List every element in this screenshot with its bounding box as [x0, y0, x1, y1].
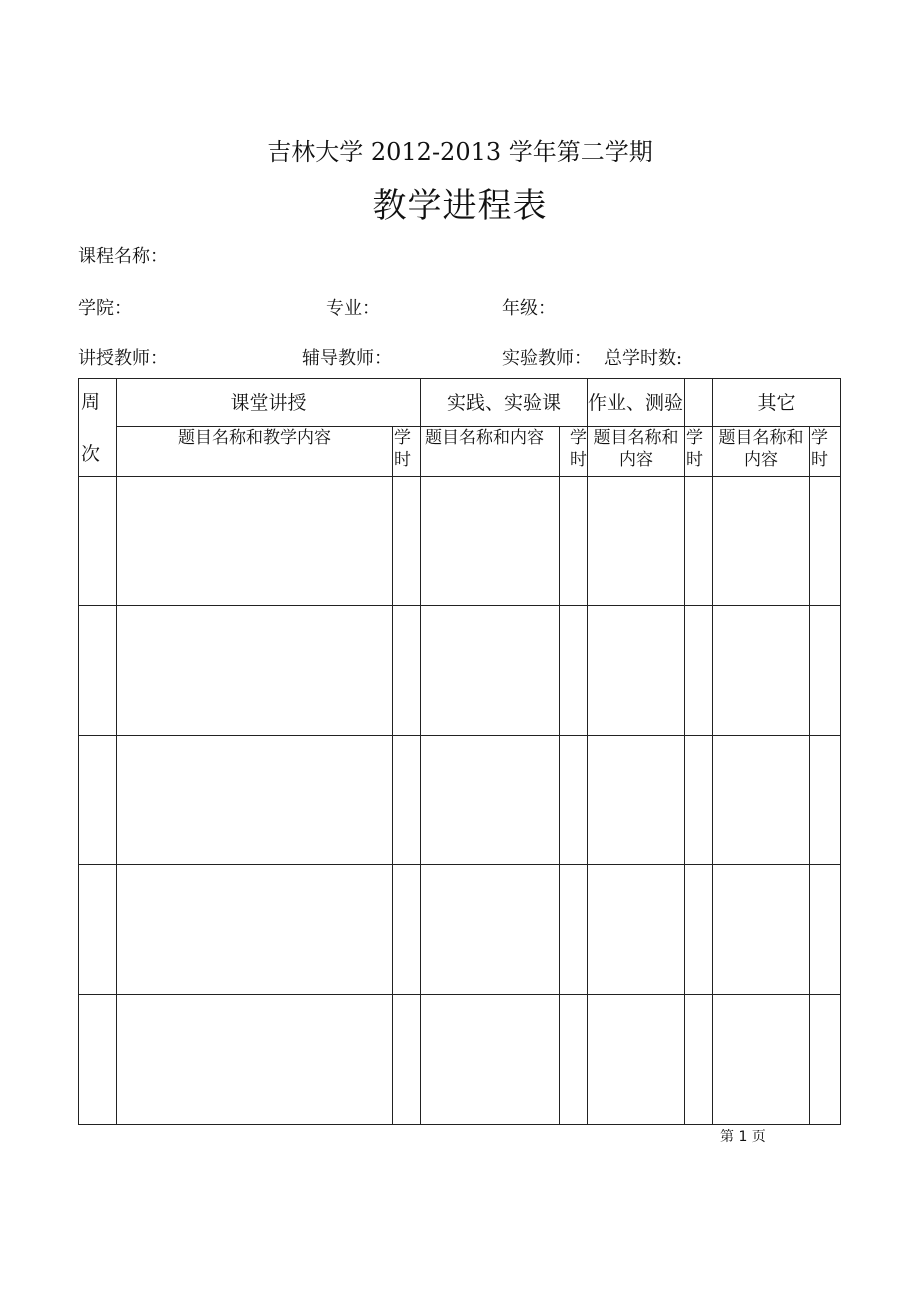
week-header — [79, 379, 117, 477]
lecture-hours-cell[interactable] — [393, 995, 421, 1125]
practice-category-header: 实践、实验课 — [421, 379, 588, 427]
homework-hours-cell[interactable] — [685, 477, 713, 606]
major-label: 专业： — [326, 298, 380, 319]
lecture-hours-cell[interactable] — [393, 865, 421, 995]
week-cell[interactable] — [79, 995, 117, 1125]
other-content-subheader: 题目名称和 内容 — [713, 427, 810, 477]
week-label-top: 周 — [81, 391, 101, 413]
lecture-category-header: 课堂讲授 — [117, 379, 421, 427]
lecture-content-subheader: 题目名称和教学内容 — [117, 427, 393, 477]
week-cell[interactable] — [79, 865, 117, 995]
practice-content-cell[interactable] — [421, 606, 560, 736]
lecture-hours-subheader: 学 时 — [393, 427, 421, 477]
practice-hours-cell[interactable] — [560, 736, 588, 865]
homework-hours-cell[interactable] — [685, 736, 713, 865]
homework-hours-cell[interactable] — [685, 995, 713, 1125]
lecture-hours-cell[interactable] — [393, 477, 421, 606]
table-row — [79, 736, 841, 865]
other-hours-cell[interactable] — [810, 736, 841, 865]
teaching-schedule-table — [78, 378, 841, 1125]
table-row — [79, 995, 841, 1125]
page-number: 第 1 页 — [720, 1129, 766, 1145]
lecture-hours-cell[interactable] — [393, 736, 421, 865]
homework-category-header: 作业、测验 — [588, 379, 685, 427]
lecture-content-cell[interactable] — [117, 865, 393, 995]
week-cell[interactable] — [79, 606, 117, 736]
homework-content-cell[interactable] — [588, 865, 685, 995]
college-label: 学院： — [78, 298, 132, 319]
other-content-cell[interactable] — [713, 736, 810, 865]
other-category-header: 其它 — [713, 379, 841, 427]
homework-hours-cell[interactable] — [685, 865, 713, 995]
lecture-content-cell[interactable] — [117, 606, 393, 736]
university-semester-title: 吉林大学 2012-2013 学年第二学期 — [267, 138, 653, 166]
other-content-cell[interactable] — [713, 477, 810, 606]
grade-label: 年级： — [502, 298, 556, 319]
practice-hours-cell[interactable] — [560, 995, 588, 1125]
homework-hours-subheader: 学 时 — [685, 427, 713, 477]
homework-hours-cell[interactable] — [685, 606, 713, 736]
table-row — [79, 477, 841, 606]
other-content-cell[interactable] — [713, 995, 810, 1125]
tutor-label: 辅导教师： — [302, 348, 392, 369]
homework-content-subheader: 题目名称和 内容 — [588, 427, 685, 477]
homework-content-cell[interactable] — [588, 606, 685, 736]
table-row — [79, 865, 841, 995]
practice-content-cell[interactable] — [421, 995, 560, 1125]
lecture-content-cell[interactable] — [117, 477, 393, 606]
week-label-bottom: 次 — [81, 443, 101, 465]
homework-content-cell[interactable] — [588, 736, 685, 865]
other-hours-cell[interactable] — [810, 865, 841, 995]
practice-hours-cell[interactable] — [560, 865, 588, 995]
homework-content-cell[interactable] — [588, 477, 685, 606]
form-title: 教学进程表 — [372, 186, 548, 226]
lecturer-label: 讲授教师： — [78, 348, 168, 369]
week-cell[interactable] — [79, 736, 117, 865]
practice-content-cell[interactable] — [421, 736, 560, 865]
homework-content-cell[interactable] — [588, 995, 685, 1125]
lecture-hours-cell[interactable] — [393, 606, 421, 736]
lab-teacher-label: 实验教师： — [502, 348, 592, 369]
other-hours-cell[interactable] — [810, 606, 841, 736]
practice-content-cell[interactable] — [421, 865, 560, 995]
other-hours-subheader: 学 时 — [810, 427, 841, 477]
table-row — [79, 606, 841, 736]
practice-content-cell[interactable] — [421, 477, 560, 606]
total-hours-label: 总学时数: — [604, 348, 683, 369]
practice-hours-cell[interactable] — [560, 606, 588, 736]
other-hours-cell[interactable] — [810, 995, 841, 1125]
lecture-content-cell[interactable] — [117, 995, 393, 1125]
practice-hours-subheader: 学 时 — [560, 427, 588, 477]
practice-hours-cell[interactable] — [560, 477, 588, 606]
week-cell[interactable] — [79, 477, 117, 606]
other-hours-cell[interactable] — [810, 477, 841, 606]
course-name-label: 课程名称： — [78, 246, 168, 267]
lecture-content-cell[interactable] — [117, 736, 393, 865]
other-content-cell[interactable] — [713, 865, 810, 995]
practice-content-subheader: 题目名称和内容 — [421, 427, 560, 477]
other-content-cell[interactable] — [713, 606, 810, 736]
